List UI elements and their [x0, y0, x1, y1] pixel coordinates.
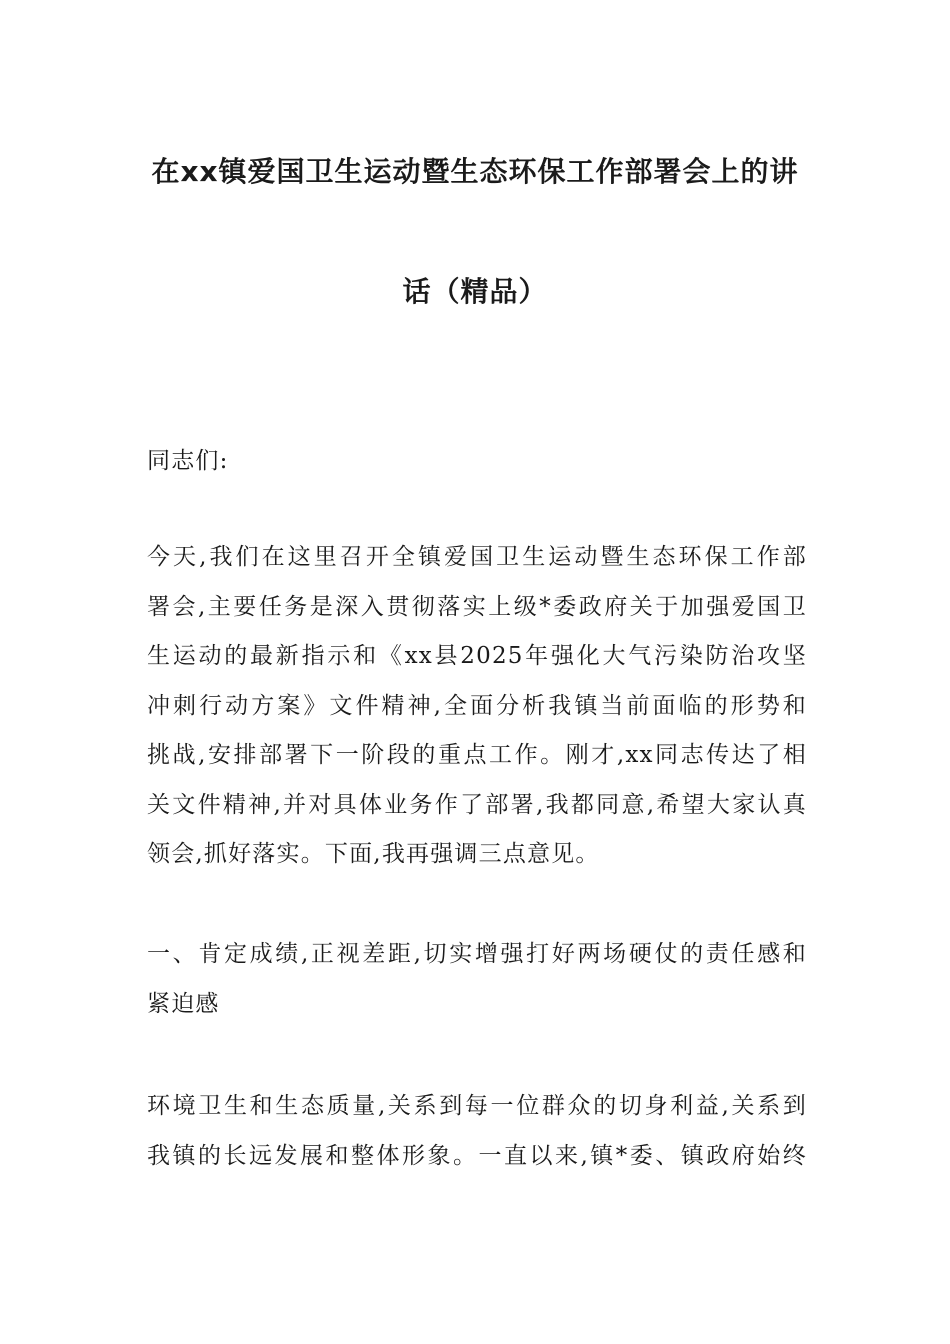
document-title-line-2: 话（精品）: [402, 275, 548, 308]
paragraph-line: 今天,我们在这里召开全镇爱国卫生运动暨生态环保工作部: [147, 544, 807, 570]
salutation: [147, 437, 807, 487]
paragraph-intro: [147, 533, 807, 880]
paragraph-line: 署会,主要任务是深入贯彻落实上级*委政府关于加强爱国卫: [147, 593, 807, 620]
paragraph-line: 领会,抓好落实。下面,我再强调三点意见。: [147, 841, 600, 867]
paragraph-section-1: [147, 1082, 807, 1181]
paragraph-line: 挑战,安排部署下一阶段的重点工作。刚才,xx同志传达了相: [147, 742, 807, 768]
heading-line: 一、肯定成绩,正视差距,切实增强打好两场硬仗的责任感和: [147, 941, 807, 967]
paragraph-line: 生运动的最新指示和《xx县2025年强化大气污染防治攻坚: [147, 643, 807, 669]
document-title-line-1: 在xx镇爱国卫生运动暨生态环保工作部署会上的讲: [151, 155, 799, 188]
paragraph-line: 我镇的长远发展和整体形象。一直以来,镇*委、镇政府始终: [147, 1142, 807, 1169]
salutation-text: 同志们:: [147, 448, 229, 474]
paragraph-line: 环境卫生和生态质量,关系到每一位群众的切身利益,关系到: [147, 1093, 807, 1119]
heading-line: 紧迫感: [147, 990, 220, 1017]
paragraph-line: 关文件精神,并对具体业务作了部署,我都同意,希望大家认真: [147, 791, 807, 818]
paragraph-line: 冲刺行动方案》文件精神,全面分析我镇当前面临的形势和: [147, 692, 807, 719]
section-heading-1: [147, 930, 807, 1029]
